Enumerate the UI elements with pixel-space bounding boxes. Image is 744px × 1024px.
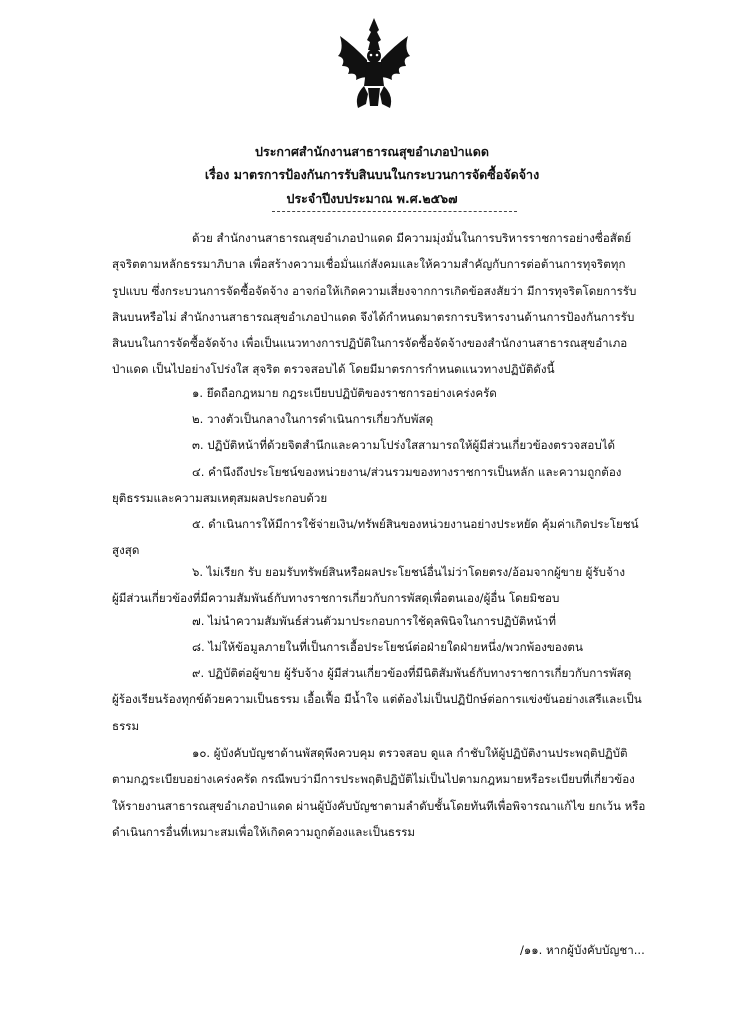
intro-line: รูปแบบ ซึ่งกระบวนการจัดซื้อจัดจ้าง อาจก่อให้เกิดความเสี่ยงจากการเกิดข้อสงสัยว่า มีการทุจริตโดยการรับ [112, 283, 637, 298]
announcement-title: ประกาศสำนักงานสาธารณสุขอำเภอป่าแดด [255, 144, 489, 159]
measure-item-2 [112, 406, 687, 432]
measure-line: ๔. คำนึงถึงประโยชน์ของหน่วยงาน/ส่วนรวมของทางราชการเป็นหลัก และความถูกต้อง [192, 465, 622, 479]
measure-item-8 [112, 634, 687, 660]
measure-line: ๓. ปฏิบัติหน้าที่ด้วยจิตสำนึกและความโปร่งใสสามารถให้ผู้มีส่วนเกี่ยวข้องตรวจสอบได้ [192, 438, 616, 452]
header-separator [272, 211, 517, 212]
measure-item-9 [112, 660, 687, 739]
measure-line: ดำเนินการอื่นที่เหมาะสมเพื่อให้เกิดความถูกต้องและเป็นธรรม [112, 824, 416, 839]
measure-item-10 [112, 740, 687, 845]
measure-line: ให้รายงานสาธารณสุขอำเภอป่าแดด ผ่านผู้บังคับบัญชาตามลำดับชั้นโดยทันทีเพื่อพิจารณาแก้ไข ยกเว้น หรือ [112, 798, 646, 813]
measure-line: สูงสุด [112, 543, 140, 558]
measure-line: ผู้ร้องเรียนร้องทุกข์ด้วยความเป็นธรรม เอื้อเฟื้อ มีน้ำใจ แต่ต้องไม่เป็นปฏิปักษ์ต่อการแข่งขันอย่างเสรีและเป็น [112, 692, 642, 707]
measure-line: ๑. ยึดถือกฎหมาย กฎระเบียบปฏิบัติของราชการอย่างเคร่งครัด [192, 386, 497, 400]
intro-line: สุจริตตามหลักธรรมาภิบาล เพื่อสร้างความเชื่อมั่นแก่สังคมและให้ความสำคัญกับการต่อต้านการทุจริตทุก [112, 257, 626, 272]
garuda-emblem-icon [334, 16, 414, 114]
intro-line: สินบนหรือไม่ สำนักงานสาธารณสุขอำเภอป่าแดด จึงได้กำหนดมาตรการบริหารงานด้านการป้องกันการรับ [112, 309, 635, 324]
intro-line: ด้วย สำนักงานสาธารณสุขอำเภอป่าแดด มีความมุ่งมั่นในการบริหารราชการอย่างซื่อสัตย์ [192, 231, 632, 245]
measure-line: ๕. ดำเนินการให้มีการใช้จ่ายเงิน/ทรัพย์สินของหน่วยงานอย่างประหยัด คุ้มค่าเกิดประโยชน์ [192, 517, 639, 531]
announcement-subject: เรื่อง มาตรการป้องกันการรับสินบนในกระบวนการจัดซื้อจัดจ้าง [204, 167, 540, 182]
measure-line: ยุติธรรมและความสมเหตุสมผลประกอบด้วย [112, 491, 328, 506]
continuation-note: /๑๑. หากผู้บังคับบัญชา... [520, 943, 645, 957]
measure-line: ๗. ไม่นำความสัมพันธ์ส่วนตัวมาประกอบการใช้ดุลพินิจในการปฏิบัติหน้าที่ [192, 614, 557, 628]
measure-line: ตามกฎระเบียบอย่างเคร่งครัด กรณีพบว่ามีการประพฤติปฏิบัติไม่เป็นไปตามกฎหมายหรือระเบียบที่เกี่ยวข้อง [112, 772, 635, 787]
measure-line: ผู้มีส่วนเกี่ยวข้องที่มีความสัมพันธ์กับทางราชการเกี่ยวกับการพัสดุเพื่อตนเอง/ผู้อื่น โดยมิชอบ [112, 591, 560, 606]
measure-item-4 [112, 459, 687, 512]
measure-item-6 [112, 559, 687, 612]
measure-line: ธรรม [112, 718, 140, 733]
measure-item-7 [112, 608, 687, 634]
measure-item-5 [112, 511, 687, 564]
measure-line: ๑๐. ผู้บังคับบัญชาด้านพัสดุพึงควบคุม ตรวจสอบ ดูแล กำชับให้ผู้ปฏิบัติงานประพฤติปฏิบัติ [192, 746, 628, 760]
measure-line: ๒. วางตัวเป็นกลางในการดำเนินการเกี่ยวกับพัสดุ [192, 412, 434, 426]
measure-line: ๘. ไม่ให้ข้อมูลภายในที่เป็นการเอื้อประโยชน์ต่อฝ่ายใดฝ่ายหนึ่ง/พวกพ้องของตน [192, 640, 583, 654]
measure-item-1 [112, 380, 687, 406]
measure-item-3 [112, 432, 687, 458]
intro-paragraph [112, 225, 687, 383]
fiscal-year-line: ประจำปีงบประมาณ พ.ศ.๒๕๖๗ [286, 191, 458, 206]
intro-line: ป่าแดด เป็นไปอย่างโปร่งใส สุจริต ตรวจสอบได้ โดยมีมาตรการกำหนดแนวทางปฏิบัติดังนี้ [112, 362, 555, 377]
measure-line: ๖. ไม่เรียก รับ ยอมรับทรัพย์สินหรือผลประโยชน์อื่นไม่ว่าโดยตรง/อ้อมจากผู้ขาย ผู้รับจ้าง [192, 565, 626, 579]
measure-line: ๙. ปฏิบัติต่อผู้ขาย ผู้รับจ้าง ผู้มีส่วนเกี่ยวข้องที่มีนิติสัมพันธ์กับทางราชการเกี่ยวกับการพัสดุ [192, 666, 632, 680]
intro-line: สินบนในการจัดซื้อจัดจ้าง เพื่อเป็นแนวทางการปฏิบัติในการจัดซื้อจัดจ้างของสำนักงานสาธารณสุขอำเภอ [112, 336, 628, 351]
